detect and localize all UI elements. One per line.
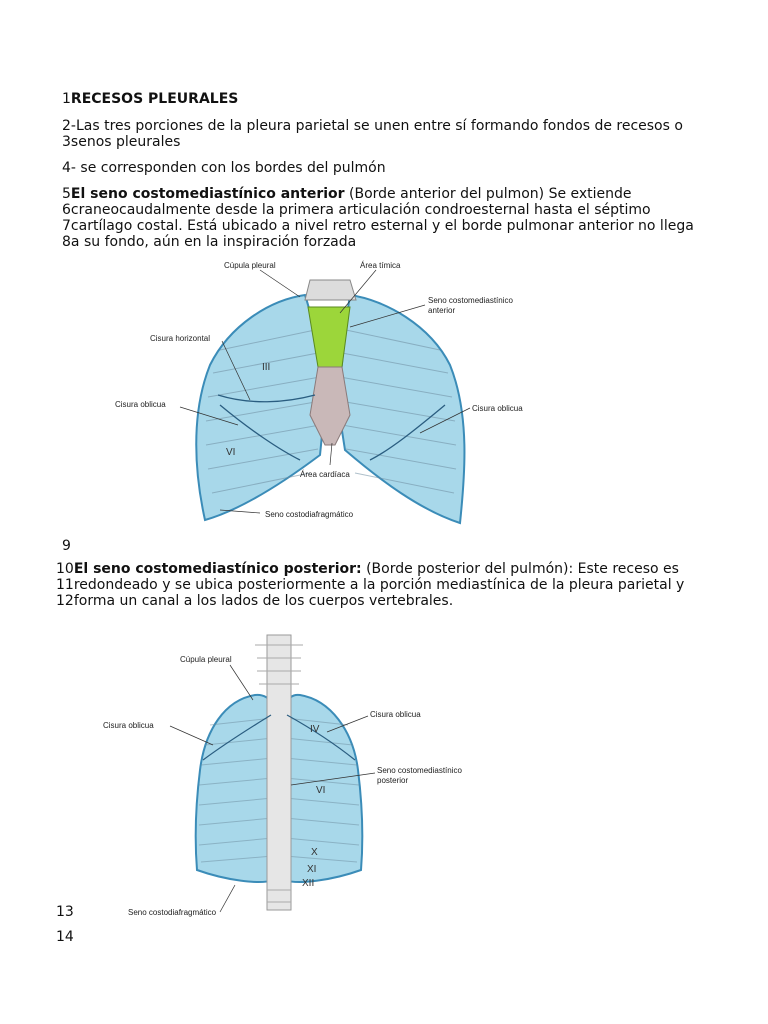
left-lung-shape: [338, 295, 464, 523]
label-seno-posterior-2: posterior: [377, 776, 409, 785]
paragraph-5: 5El seno costomediastínico anterior (Borde anterior del pulmon) Se extiende: [62, 186, 632, 202]
label-cisura-oblicua-right: Cisura oblicua: [472, 404, 523, 413]
section-heading: RECESOS PLEURALES: [70, 91, 239, 107]
paragraph-7: 7cartílago costal. Está ubicado a nivel retro esternal y el borde pulmonar anterior no llega: [62, 218, 694, 234]
line-number: 13: [56, 904, 74, 920]
line-number: 5: [62, 186, 71, 202]
paragraph-13: [56, 904, 74, 920]
label-cisura-oblicua-left-posterior: Cisura oblicua: [103, 721, 154, 730]
term-bold: El seno costomediastínico posterior:: [73, 561, 362, 577]
anterior-thorax-figure: [110, 255, 550, 540]
paragraph-2: 2-Las tres porciones de la pleura parietal se unen entre sí formando fondos de recesos o: [62, 118, 683, 134]
manubrium: [305, 280, 356, 300]
label-cupula-pleural: Cúpula pleural: [224, 261, 276, 270]
line-number: 14: [56, 929, 74, 945]
label-cisura-horizontal: Cisura horizontal: [150, 334, 211, 343]
line-number: 8: [62, 234, 71, 250]
rib-number-vi: VI: [226, 447, 236, 458]
vertebral-column: [267, 635, 291, 910]
posterior-thorax-figure: [95, 630, 495, 920]
line-number: 11: [56, 577, 74, 593]
rib-number-iv: IV: [310, 724, 320, 735]
label-cisura-oblicua-right-posterior: Cisura oblicua: [370, 710, 421, 719]
rib-number-x: X: [311, 847, 318, 858]
paragraph-1: [62, 91, 238, 107]
paragraph-12: 12forma un canal a los lados de los cuerpos vertebrales.: [56, 593, 454, 609]
paragraph-9: [62, 538, 71, 554]
line-number: 2: [62, 118, 71, 134]
line-number: 10: [56, 561, 74, 577]
label-cupula-pleural-posterior: Cúpula pleural: [180, 655, 232, 664]
rib-number-xi: XI: [307, 864, 317, 875]
line-number: 3: [62, 134, 71, 150]
paragraph-14: [56, 929, 74, 945]
left-posterior-lung: [196, 695, 273, 882]
line-number: 9: [62, 538, 71, 554]
rib-number-xii: XII: [302, 878, 315, 889]
label-area-timica: Área tímica: [360, 261, 401, 270]
paragraph-8: 8a su fondo, aún en la inspiración forzada: [62, 234, 357, 250]
paragraph-4: 4- se corresponden con los bordes del pulmón: [62, 160, 386, 176]
paragraph-3: 3senos pleurales: [62, 134, 181, 150]
right-lung-shape: [196, 295, 325, 520]
term-bold: El seno costomediastínico anterior: [70, 186, 345, 202]
label-seno-anterior-2: anterior: [428, 306, 456, 315]
paragraph-10: 10El seno costomediastínico posterior: (Borde posterior del pulmón): Este receso es: [56, 561, 679, 577]
label-cisura-oblicua-left: Cisura oblicua: [115, 400, 166, 409]
label-seno-costodiafragmatico-posterior: Seno costodiafragmático: [128, 908, 217, 917]
line-number: 6: [62, 202, 71, 218]
label-seno-anterior: Seno costomediastínico: [428, 296, 513, 305]
rib-number-iii: III: [262, 362, 271, 373]
label-seno-posterior: Seno costomediastínico: [377, 766, 462, 775]
rib-number-vi-posterior: VI: [316, 785, 326, 796]
paragraph-6: 6craneocaudalmente desde la primera articulación condroesternal hasta el séptimo: [62, 202, 651, 218]
label-area-cardiaca: Área cardíaca: [300, 470, 350, 479]
paragraph-11: 11redondeado y se ubica posteriormente a la porción mediastínica de la pleura parietal y: [56, 577, 685, 593]
line-number: 4: [62, 160, 71, 176]
line-number: 7: [62, 218, 71, 234]
line-number: 1: [62, 91, 71, 107]
label-seno-costodiafragmatico: Seno costodiafragmático: [265, 510, 354, 519]
line-number: 12: [56, 593, 74, 609]
